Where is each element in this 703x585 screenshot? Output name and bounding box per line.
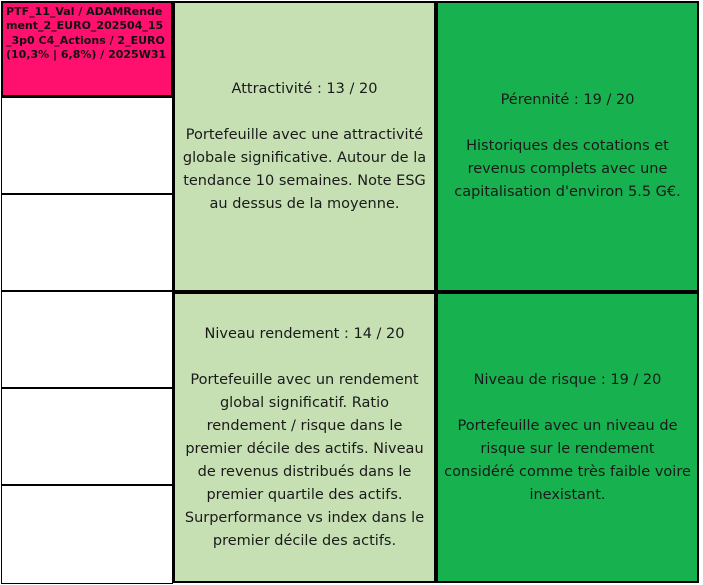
empty-cell-5	[1, 485, 173, 584]
rendement-description: Portefeuille avec un rendement global significatif. Ratio rendement / risque dans le premier décile des actifs. Niveau de revenus distribués dans le premier quartile des actifs. Surperformance vs index dans le premier décile des actifs.	[184, 371, 425, 549]
empty-cell-1	[1, 97, 173, 194]
empty-cell-3	[1, 291, 173, 388]
perennite-panel	[436, 1, 699, 292]
perennite-description: Historiques des cotations et revenus complets avec une capitalisation d'environ 5.5 G€.	[454, 138, 681, 200]
rendement-heading: Niveau rendement : 14 / 20	[204, 325, 405, 342]
risque-description: Portefeuille avec un niveau de risque sur le rendement considéré comme très faible voire inexistant.	[444, 417, 691, 503]
empty-cell-4	[1, 388, 173, 485]
risque-panel	[436, 292, 699, 583]
perennite-heading: Pérennité : 19 / 20	[500, 92, 635, 108]
rendement-panel	[173, 292, 436, 583]
attractivite-panel	[173, 1, 436, 292]
empty-cell-2	[1, 194, 173, 291]
risque-heading: Niveau de risque : 19 / 20	[473, 371, 662, 388]
right-margin	[699, 0, 703, 585]
portfolio-title: PTF_11_Val / ADAMRendement_2_EURO_202504_15_3p0 C4_Actions / 2_EURO (10,3% | 6,8%) / 2025W31	[1, 1, 173, 97]
attractivite-heading: Attractivité : 13 / 20	[231, 80, 378, 97]
attractivite-description: Portefeuille avec une attractivité globale significative. Autour de la tendance 10 semaines. Note ESG au dessus de la moyenne.	[182, 126, 427, 212]
